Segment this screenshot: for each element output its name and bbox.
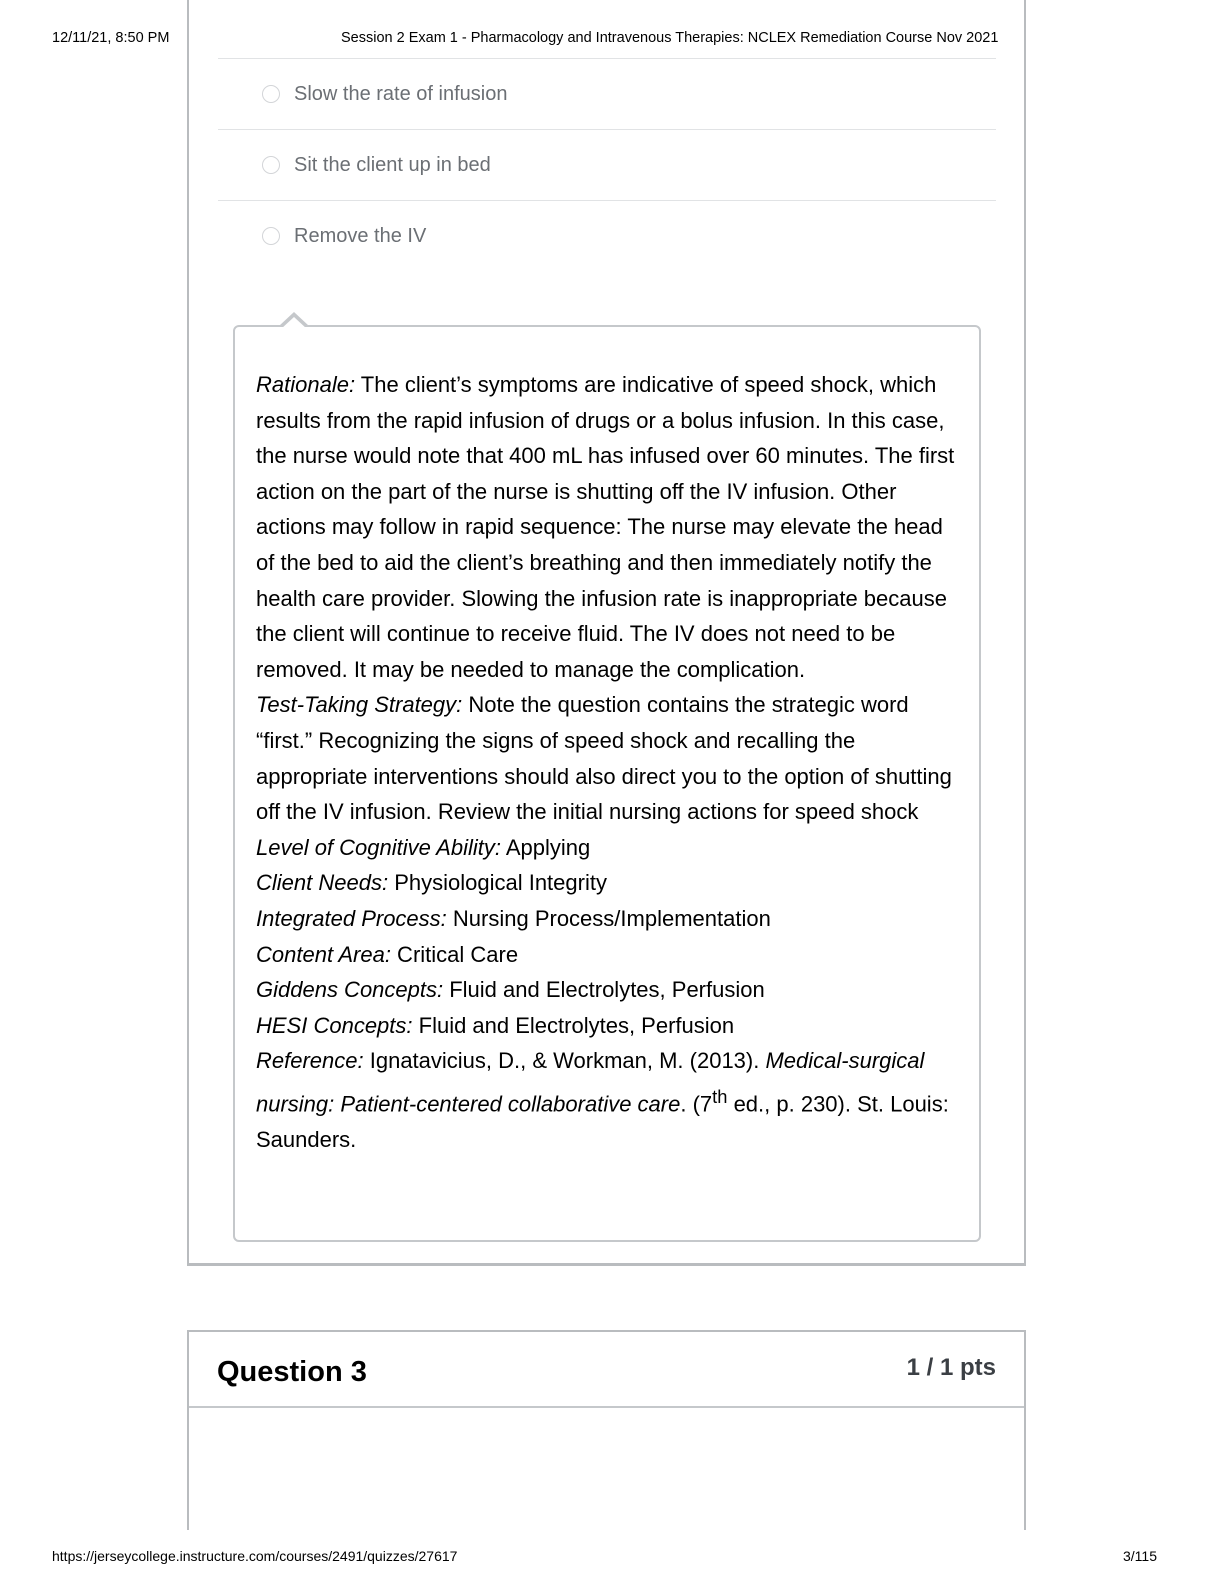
answer-option-slow-rate[interactable] <box>262 79 507 109</box>
needs-label: Client Needs: <box>256 870 389 896</box>
answer-divider <box>218 129 996 130</box>
comment-pointer-fill <box>281 317 307 329</box>
hesi-value: Fluid and Electrolytes, Perfusion <box>412 1012 735 1038</box>
rationale-text: The client’s symptoms are indicative of speed shock, which results from the rapid infusion of drugs or a bolus infusion. In this case, the nurse would note that 400 mL has infused over 60 minutes. The first action on the part of the nurse is shutting off the IV infusion. Other actions may follow in rapid sequence: The nurse may elevate the head of the bed to aid the client’s breathing and then immediately notify the health care provider. Slowing the infusion rate is inappropriate because the client will continue to receive fluid. The IV does not need to be removed. It may be needed to manage the complication. <box>256 372 955 682</box>
cognitive-value: Applying <box>500 834 591 860</box>
content-area <box>256 937 961 973</box>
content-value: Critical Care <box>390 941 519 967</box>
reference <box>256 1043 961 1157</box>
content-label: Content Area: <box>256 941 391 967</box>
answer-divider <box>218 200 996 201</box>
rationale-paragraph <box>256 367 961 687</box>
strategy-paragraph <box>256 687 961 829</box>
radio-button[interactable] <box>262 227 280 245</box>
rationale-label: Rationale: <box>256 372 356 397</box>
answer-divider <box>218 58 996 59</box>
question-3-panel <box>187 1330 1026 1530</box>
print-page-title: Session 2 Exam 1 - Pharmacology and Intravenous Therapies: NCLEX Remediation Course Nov 2021 <box>341 30 999 46</box>
print-url: https://jerseycollege.instructure.com/courses/2491/quizzes/27617 <box>52 1548 458 1564</box>
cognitive-level <box>256 830 961 866</box>
process-label: Integrated Process: <box>256 905 447 931</box>
strategy-label: Test-Taking Strategy: <box>256 692 463 718</box>
hesi-concepts <box>256 1008 961 1044</box>
strategy-text: Note the question contains the strategic word “first.” Recognizing the signs of speed shock and recalling the appropriate interventions should also direct you to the option of shutting off the IV infusion. Review the initial nursing actions for speed shock <box>256 692 952 825</box>
integrated-process <box>256 901 961 937</box>
print-datetime: 12/11/21, 8:50 PM <box>52 30 170 46</box>
answer-label: Remove the IV <box>294 224 427 247</box>
reference-authors: Ignatavicius, D., & Workman, M. (2013). <box>363 1048 766 1074</box>
question-3-header <box>189 1332 1024 1408</box>
answer-comment-box <box>233 325 981 1242</box>
reference-label: Reference: <box>256 1048 364 1074</box>
answer-option-remove-iv[interactable] <box>262 221 426 251</box>
giddens-concepts <box>256 972 961 1008</box>
answer-label: Sit the client up in bed <box>294 153 491 176</box>
question-points: 1 / 1 pts <box>906 1354 996 1381</box>
answer-label: Slow the rate of infusion <box>294 82 508 105</box>
reference-edition-sup: th <box>712 1085 728 1107</box>
radio-button[interactable] <box>262 156 280 174</box>
giddens-label: Giddens Concepts: <box>256 977 444 1003</box>
reference-edition: . (7 <box>680 1091 713 1117</box>
client-needs <box>256 865 961 901</box>
radio-button[interactable] <box>262 85 280 103</box>
giddens-value: Fluid and Electrolytes, Perfusion <box>443 977 765 1003</box>
reference-title: Medical-surgical nursing: Patient-centered collaborative care <box>256 1048 925 1117</box>
cognitive-label: Level of Cognitive Ability: <box>256 834 501 860</box>
process-value: Nursing Process/Implementation <box>446 905 771 931</box>
question-title: Question 3 <box>217 1356 367 1388</box>
answer-option-sit-up[interactable] <box>262 150 491 180</box>
print-page-number: 3/115 <box>1123 1548 1157 1564</box>
reference-publisher: ed., p. 230). St. Louis: Saunders. <box>256 1091 949 1152</box>
needs-value: Physiological Integrity <box>388 870 607 896</box>
hesi-label: HESI Concepts: <box>256 1012 413 1038</box>
